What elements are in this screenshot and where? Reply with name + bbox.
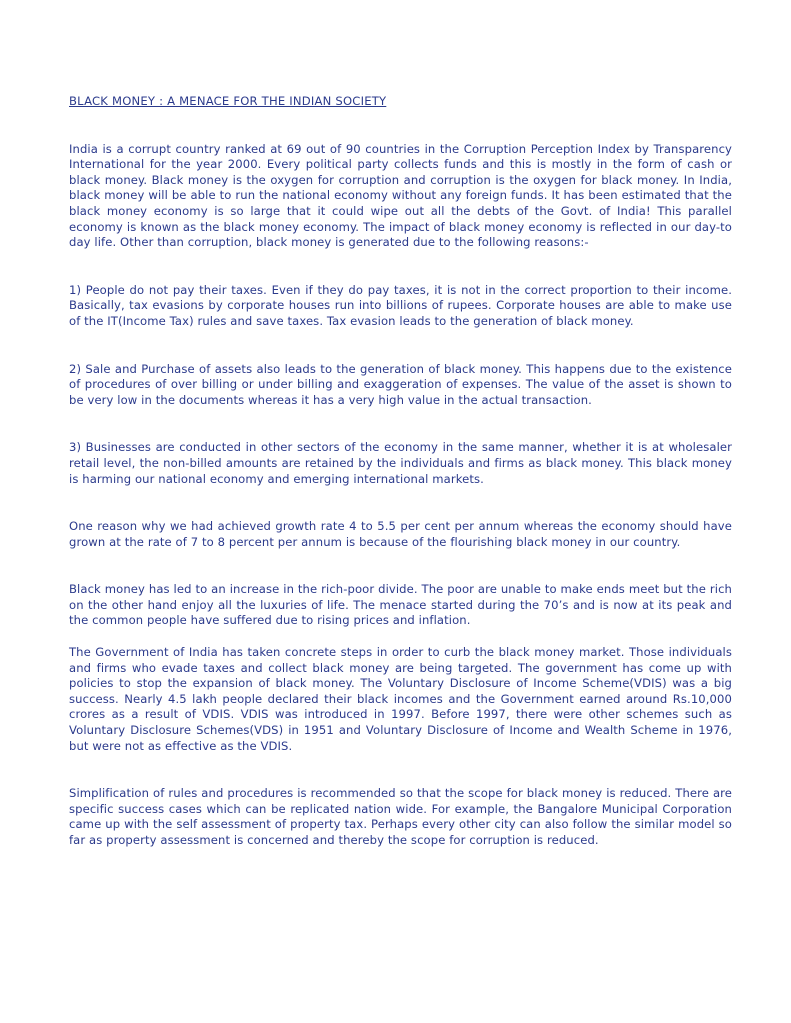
spacer (69, 408, 732, 440)
paragraph-growth-rate: One reason why we had achieved growth rate 4 to 5.5 per cent per annum whereas the economy should have grown at the rate of 7 to 8 percent per annum is because of the flourishing black money in our country. (69, 519, 732, 549)
paragraph-reason-3: 3) Businesses are conducted in other sectors of the economy in the same manner, whether it is at wholesaler retail level, the non-billed amounts are retained by the individuals and firms as black money. This black money is harming our national economy and emerging international markets. (69, 440, 732, 486)
paragraph-rich-poor: Black money has led to an increase in the rich-poor divide. The poor are unable to make ends meet but the rich on the other hand enjoy all the luxuries of life. The menace started during the 70’s and is now at its peak and the common people have suffered due to rising prices and inflation. (69, 582, 732, 628)
paragraph-reason-2: 2) Sale and Purchase of assets also leads to the generation of black money. This happens due to the existence of procedures of over billing or under billing and exaggeration of expenses. The value of the asset is shown to be very low in the documents whereas it has a very high value in the actual transaction. (69, 361, 732, 407)
document-title: BLACK MONEY : A MENACE FOR THE INDIAN SOCIETY (69, 94, 387, 108)
spacer (69, 330, 732, 362)
spacer (69, 754, 732, 786)
paragraph-government-steps: The Government of India has taken concrete steps in order to curb the black money market. Those individuals and firms who evade taxes and collect black money are being targeted. The government has come up with policies to stop the expansion of black money. The Voluntary Disclosure of Income Scheme(VDIS) was a big success. Nearly 4.5 lakh people declared their black incomes and the Government earned around Rs.10,000 crores as a result of VDIS. VDIS was introduced in 1997. Before 1997, there were other schemes such as Voluntary Disclosure Schemes(VDS) in 1951 and Voluntary Disclosure of Income and Wealth Scheme in 1976, but were not as effective as the VDIS. (69, 645, 732, 753)
spacer (69, 487, 732, 519)
paragraph-simplification: Simplification of rules and procedures is recommended so that the scope for black money is reduced. There are specific success cases which can be replicated nation wide. For example, the Bangalore Municipal Corporation came up with the self assessment of property tax. Perhaps every other city can also follow the similar model so far as property assessment is concerned and thereby the scope for corruption is reduced. (69, 786, 732, 847)
paragraph-reason-1: 1) People do not pay their taxes. Even if they do pay taxes, it is not in the correct proportion to their income. Basically, tax evasions by corporate houses run into billions of rupees. Corporate houses are able to make use of the IT(Income Tax) rules and save taxes. Tax evasion leads to the generation of black money. (69, 282, 732, 328)
spacer (69, 251, 732, 283)
spacer (69, 629, 732, 645)
spacer (69, 110, 732, 142)
document-page (69, 94, 732, 849)
spacer (69, 550, 732, 582)
paragraph-intro: India is a corrupt country ranked at 69 out of 90 countries in the Corruption Perception Index by Transparency International for the year 2000. Every political party collects funds and this is mostly in the form of cash or black money. Black money is the oxygen for corruption and corruption is the oxygen for black money. In India, black money will be able to run the national economy without any foreign funds. It has been estimated that the black money economy is so large that it could wipe out all the debts of the Govt. of India! This parallel economy is known as the black money economy. The impact of black money economy is reflected in our day-to day life. Other than corruption, black money is generated due to the following reasons:- (69, 141, 732, 250)
